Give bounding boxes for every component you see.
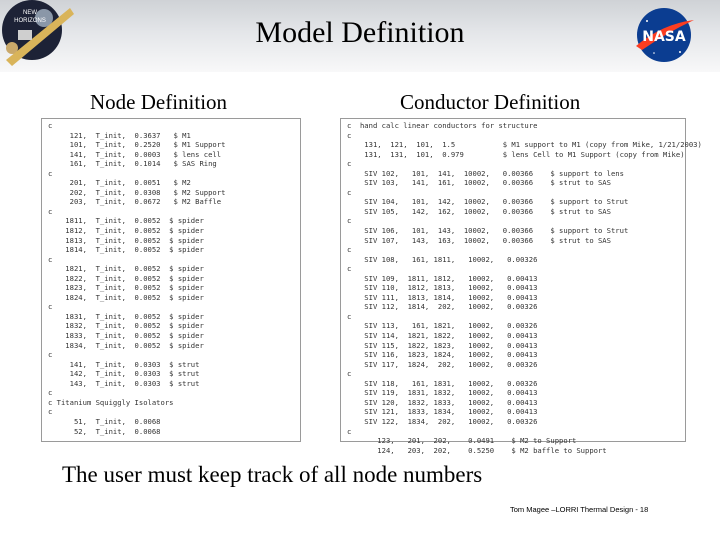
conductor-definition-line: c	[347, 159, 352, 169]
conductor-definition-line: c	[347, 130, 352, 140]
conductor-definition-line: SIV 114, 1821, 1822, 10002, 0.00413	[347, 331, 538, 341]
conductor-definition-line: SIV 115, 1822, 1823, 10002, 0.00413	[347, 340, 538, 350]
conductor-definition-line: SIV 118, 161, 1831, 10002, 0.00326	[347, 378, 538, 388]
node-definition-listing	[42, 119, 300, 436]
node-definition-line: 1834, T_init, 0.0052 $ spider	[48, 340, 204, 350]
conductor-definition-line: c	[347, 369, 352, 379]
conductor-definition-line: SIV 121, 1833, 1834, 10002, 0.00413	[347, 407, 538, 417]
nasa-logo	[632, 6, 696, 64]
conductor-definition-line: SIV 105, 142, 162, 10002, 0.00366 $ strut to SAS	[347, 206, 611, 216]
node-definition-line: 203, T_init, 0.0672 $ M2 Baffle	[48, 197, 222, 207]
conductor-definition-line: 123, 201, 202, 0.0491 $ M2 to Support	[347, 436, 577, 446]
slide-footer: Tom Magee –LORRI Thermal Design - 18	[510, 505, 649, 514]
conductor-definition-line: SIV 112, 1814, 202, 10002, 0.00326	[347, 302, 538, 312]
conductor-definition-listing	[341, 119, 702, 455]
conductor-definition-line: SIV 111, 1813, 1814, 10002, 0.00413	[347, 292, 538, 302]
node-definition-line: 101, T_init, 0.2520 $ M1 Support	[48, 140, 226, 150]
conductor-definition-line: c hand calc linear conductors for structure	[347, 121, 538, 130]
node-definition-line: 142, T_init, 0.0303 $ strut	[48, 369, 200, 379]
node-definition-line: 1812, T_init, 0.0052 $ spider	[48, 226, 204, 236]
node-definition-line: 141, T_init, 0.0303 $ strut	[48, 359, 200, 369]
node-definition-line: 1811, T_init, 0.0052 $ spider	[48, 216, 204, 226]
conductor-definition-line: SIV 109, 1811, 1812, 10002, 0.00413	[347, 273, 538, 283]
conductor-definition-line: c	[347, 264, 352, 274]
node-definition-line: 1832, T_init, 0.0052 $ spider	[48, 321, 204, 331]
conductor-definition-line: 124, 203, 202, 0.5250 $ M2 baffle to Support	[347, 445, 607, 455]
conductor-definition-line: 131, 131, 101, 0.979 $ lens Cell to M1 Support (copy from Mike)	[347, 149, 685, 159]
node-definition-line: 1824, T_init, 0.0052 $ spider	[48, 292, 204, 302]
logo-text-new: NEW	[23, 10, 37, 16]
node-definition-line: c	[48, 388, 53, 398]
node-definition-line: 141, T_init, 0.0003 $ lens cell	[48, 149, 222, 159]
slide-title: Model Definition	[255, 16, 465, 49]
conductor-definition-line: c	[347, 311, 352, 321]
conductor-definition-line: SIV 117, 1824, 202, 10002, 0.00326	[347, 359, 538, 369]
conductor-definition-line: SIV 119, 1831, 1832, 10002, 0.00413	[347, 388, 538, 398]
node-definition-line: 121, T_init, 0.3637 $ M1	[48, 130, 191, 140]
node-definition-panel	[41, 118, 301, 442]
node-definition-line: 161, T_init, 0.1014 $ SAS Ring	[48, 159, 217, 169]
node-definition-line: 201, T_init, 0.0051 $ M2	[48, 178, 191, 188]
conductor-definition-line: c	[347, 426, 352, 436]
node-definition-line: c	[48, 121, 53, 130]
conductor-definition-line: SIV 108, 161, 1811, 10002, 0.00326	[347, 254, 538, 264]
conductor-definition-panel	[340, 118, 702, 455]
node-definition-line: 1822, T_init, 0.0052 $ spider	[48, 273, 204, 283]
conductor-definition-line: SIV 104, 101, 142, 10002, 0.00366 $ support to Strut	[347, 197, 629, 207]
node-definition-line: 1833, T_init, 0.0052 $ spider	[48, 331, 204, 341]
conductor-definition-line: c	[347, 187, 352, 197]
conductor-definition-line: SIV 110, 1812, 1813, 10002, 0.00413	[347, 283, 538, 293]
node-definition-line: c	[48, 302, 53, 312]
node-definition-line: 1814, T_init, 0.0052 $ spider	[48, 245, 204, 255]
conductor-definition-line: SIV 107, 143, 163, 10002, 0.00366 $ strut to SAS	[347, 235, 611, 245]
node-definition-line: c	[48, 350, 53, 360]
node-definition-line: 52, T_init, 0.0068	[48, 426, 161, 436]
logo-text-horizons: HORIZONS	[14, 18, 46, 24]
node-definition-line: c	[48, 206, 53, 216]
conductor-definition-line: c	[347, 216, 352, 226]
node-definition-line: c	[48, 168, 53, 178]
conductor-definition-line: SIV 120, 1832, 1833, 10002, 0.00413	[347, 397, 538, 407]
conductor-definition-line: SIV 116, 1823, 1824, 10002, 0.00413	[347, 350, 538, 360]
node-definition-line: 1823, T_init, 0.0052 $ spider	[48, 283, 204, 293]
node-definition-line: 143, T_init, 0.0303 $ strut	[48, 378, 200, 388]
conductor-definition-heading: Conductor Definition	[400, 90, 581, 114]
conductor-definition-line: SIV 103, 141, 161, 10002, 0.00366 $ strut to SAS	[347, 178, 611, 188]
node-definition-heading: Node Definition	[90, 90, 228, 114]
node-definition-line: c Titanium Squiggly Isolators	[48, 397, 174, 407]
node-definition-line: c	[48, 254, 53, 264]
conductor-definition-line: SIV 113, 161, 1821, 10002, 0.00326	[347, 321, 538, 331]
node-definition-line: 1821, T_init, 0.0052 $ spider	[48, 264, 204, 274]
node-definition-line: 1831, T_init, 0.0052 $ spider	[48, 311, 204, 321]
conductor-definition-line: SIV 106, 101, 143, 10002, 0.00366 $ support to Strut	[347, 226, 629, 236]
caption-text: The user must keep track of all node numbers	[62, 462, 483, 487]
node-definition-line: 202, T_init, 0.0308 $ M2 Support	[48, 187, 226, 197]
conductor-definition-line: 131, 121, 101, 1.5 $ M1 support to M1 (copy from Mike, 1/21/2003)	[347, 140, 702, 150]
conductor-definition-line: SIV 102, 101, 141, 10002, 0.00366 $ support to lens	[347, 168, 624, 178]
conductor-definition-line: c	[347, 245, 352, 255]
node-definition-line: 1813, T_init, 0.0052 $ spider	[48, 235, 204, 245]
nasa-logo-text: NASA	[642, 29, 686, 45]
node-definition-line: c	[48, 407, 53, 417]
conductor-definition-line: SIV 122, 1834, 202, 10002, 0.00326	[347, 416, 538, 426]
node-definition-line: 51, T_init, 0.0068	[48, 416, 161, 426]
